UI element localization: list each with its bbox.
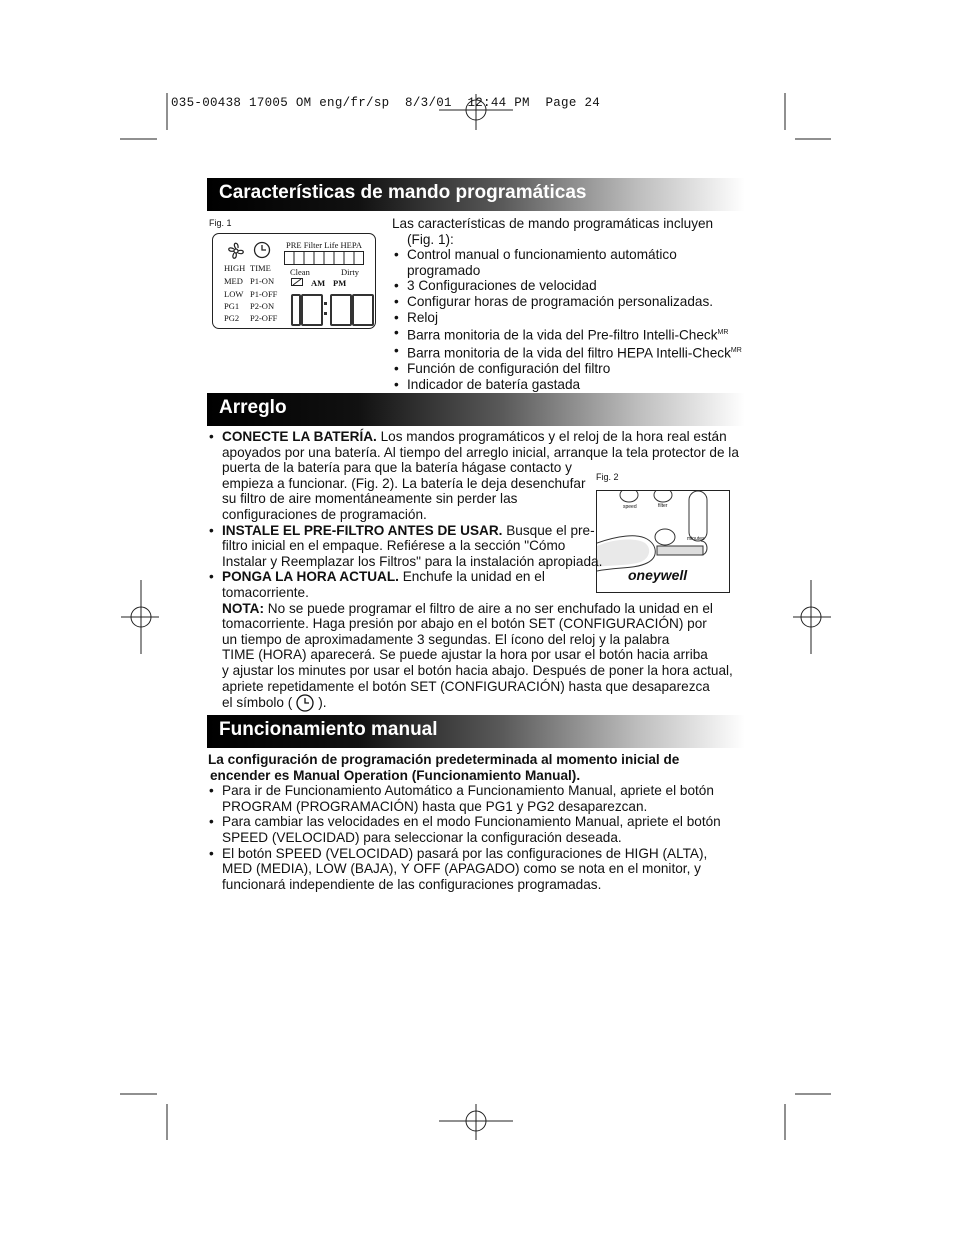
section-header-programmable xyxy=(207,178,745,211)
pm-label: PM xyxy=(333,278,347,288)
features-block xyxy=(392,216,752,393)
list-item: • Barra monitoria de la vida del filtro HEPA Intelli-Check$^{MR}$ xyxy=(392,343,752,361)
filter-button-label: filter xyxy=(658,503,668,509)
list-item: • El botón SPEED (VELOCIDAD) pasará por las configuraciones de HIGH (ALTA), MED (MEDIA), LOW (BAJA), Y OFF (APAGADO) como se nota en el monitor, y funcionará independiente de las configuraciones programadas. xyxy=(207,846,752,893)
minutes-button-label: minutes xyxy=(687,536,705,542)
slug-line: 035-00438 17005 OM eng/fr/sp 8/3/01 12:44 PM Page 24 xyxy=(171,96,601,110)
features-list xyxy=(392,247,752,392)
list-item: • Función de configuración del filtro xyxy=(392,361,752,377)
filter-life-label: PRE Filter Life HEPA xyxy=(286,240,362,250)
section-header-manual xyxy=(207,715,745,748)
colon-dot-bottom xyxy=(324,312,327,315)
fan-icon xyxy=(225,240,247,262)
clean-label: Clean xyxy=(290,267,310,277)
p2-on-label: P2-ON xyxy=(250,301,275,311)
features-intro-cont: (Fig. 1): xyxy=(407,231,454,247)
list-item: • PONGA LA HORA ACTUAL. Enchufe la unidad en el tomacorriente. NOTA: No se puede programar el filtro de aire a no ser enchufado la unidad en el tomacorriente. Haga presión por abajo en el botón SET (CONFIGURACIÓN) por un tiempo de aproximadamente 3 segundas. El ícono del reloj y la palabra TIME (HORA) aparecerá. Se puede ajustar la hora por usar el botón hacia arriba y ajustar los minutes por usar el botón hacia abajo. Después de poner la hora actual, apriete repetidamente el botón SET (CONFIGURACIÓN) hasta que desaparezca el símbolo ( ). xyxy=(207,569,752,712)
digit-2 xyxy=(301,294,323,326)
list-item: • Control manual o funcionamiento automático programado xyxy=(392,247,697,278)
section-header-setup xyxy=(207,393,745,426)
speed-high-label: HIGH xyxy=(224,263,246,273)
manual-text xyxy=(207,752,752,892)
list-item: • Para cambiar las velocidades en el modo Funcionamiento Manual, apriete el botón SPEED (VELOCIDAD) para seleccionar la configuración deseada. xyxy=(207,814,752,845)
digit-1 xyxy=(291,294,301,326)
brand-logo: oneywell xyxy=(628,567,688,583)
speed-med-label: MED xyxy=(224,276,243,286)
pg1-label: PG1 xyxy=(224,301,240,311)
p2-off-label: P2-OFF xyxy=(250,313,278,323)
speed-low-label: LOW xyxy=(224,289,244,299)
fig1-caption: Fig. 1 xyxy=(209,218,232,228)
list-item: • Reloj xyxy=(392,310,752,326)
features-intro: Las características de mando programáticas incluyen xyxy=(392,216,714,231)
battery-icon xyxy=(291,277,305,287)
am-label: AM xyxy=(311,278,326,288)
dirty-label: Dirty xyxy=(341,267,359,277)
list-item: • Configurar horas de programación personalizadas. xyxy=(392,294,752,310)
list-item: • Indicador de batería gastada xyxy=(392,377,752,393)
digit-3 xyxy=(330,294,352,326)
digit-4 xyxy=(352,294,374,326)
list-item: • CONECTE LA BATERÍA. Los mandos programáticos y el reloj de la hora real están apoyados por una batería. Al tiempo del arreglo inicial, arranque la tela protector de la puerta de la batería para que la batería hágase contacto y empieza a funcionar. (Fig. 2). La batería le deja desenchufar su filtro de aire momentáneamente sin perder las configuraciones de programación. xyxy=(207,429,752,523)
setup-text xyxy=(207,429,752,712)
lcd-display-figure xyxy=(212,233,376,329)
section-title: Características de mando programáticas xyxy=(219,182,587,203)
list-item: • 3 Configuraciones de velocidad xyxy=(392,278,752,294)
p1-on-label: P1-ON xyxy=(250,276,275,286)
filter-life-bar xyxy=(284,251,364,265)
clock-icon xyxy=(295,694,315,712)
manual-lead: La configuración de programación predeterminada al momento inicial de encender es Manual Operation (Funcionamiento Manual). xyxy=(208,752,680,783)
list-item: • Barra monitoria de la vida del Pre-filtro Intelli-Check$^{MR}$ xyxy=(392,325,752,343)
p1-off-label: P1-OFF xyxy=(250,289,278,299)
speed-button-label: speed xyxy=(623,504,637,510)
list-item: • INSTALE EL PRE-FILTRO ANTES DE USAR. Busque el pre- filtro inicial en el empaque. Refiérese a la sección "Cómo Instalar y Reemplazar los Filtros" para la instalación apropiada. xyxy=(207,523,752,570)
colon-dot-top xyxy=(324,302,327,305)
time-label: TIME xyxy=(250,263,271,273)
section-title: Arreglo xyxy=(219,397,287,418)
section-title: Funcionamiento manual xyxy=(219,719,438,740)
clock-icon xyxy=(253,241,271,259)
pg2-label: PG2 xyxy=(224,313,240,323)
fig2-caption: Fig. 2 xyxy=(596,472,619,482)
list-item: • Para ir de Funcionamiento Automático a Funcionamiento Manual, apriete el botón PROGRAM (PROGRAMACIÓN) hasta que PG1 y PG2 desaparezcan. xyxy=(207,783,752,814)
